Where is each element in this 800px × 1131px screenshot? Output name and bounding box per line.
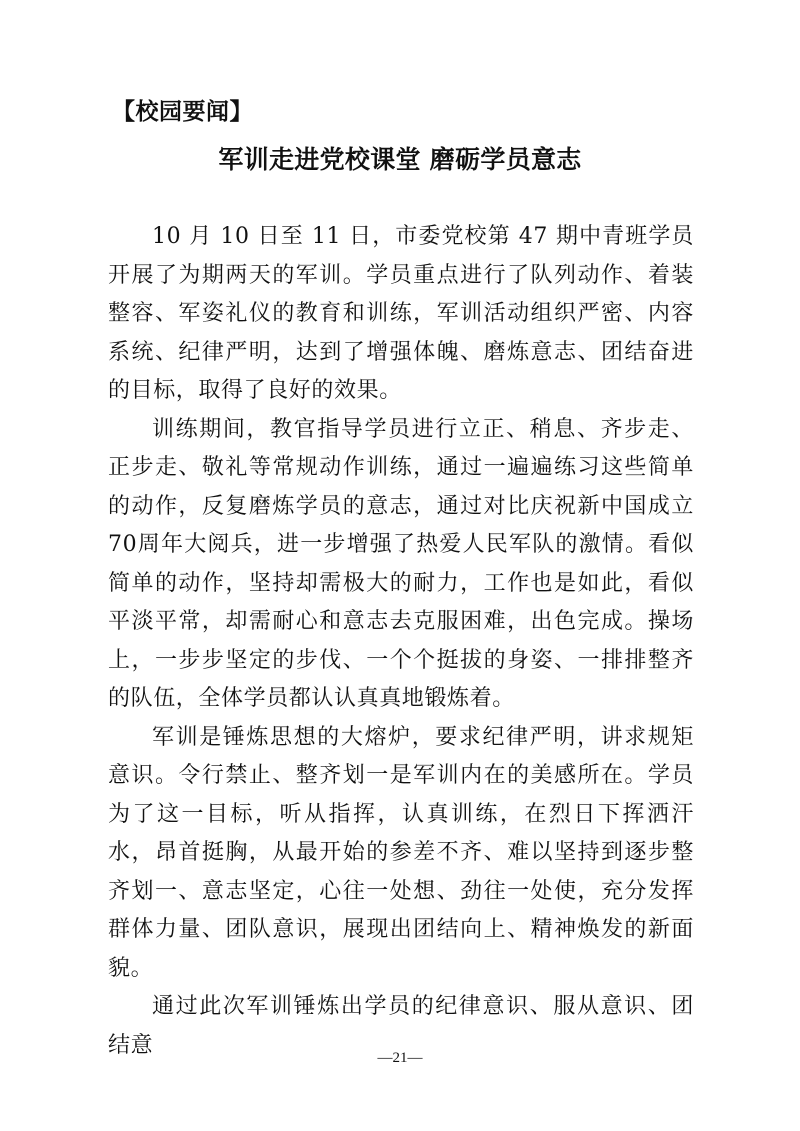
page-number: —21— [377,1050,423,1066]
paragraph-1: 10 月 10 日至 11 日，市委党校第 47 期中青班学员开展了为期两天的军训。学员重点进行了队列动作、着装整容、军姿礼仪的教育和训练，军训活动组织严密、内容系统、纪律严明，达到了增强体魄、磨炼意志、团结奋进的目标，取得了良好的效果。 [108,224,694,403]
paragraph-4: 通过此次军训锤炼出学员的纪律意识、服从意识、团结意 [108,994,694,1058]
article-body [108,218,694,1065]
paragraph-2: 训练期间，教官指导学员进行立正、稍息、齐步走、正步走、敬礼等常规动作训练，通过一遍遍练习这些简单的动作，反复磨炼学员的意志，通过对比庆祝新中国成立70周年大阅兵，进一步增强了热爱人民军队的激情。看似简单的动作，坚持却需极大的耐力，工作也是如此，看似平淡平常，却需耐心和意志去克服困难，出色完成。操场上，一步步坚定的步伐、一个个挺拔的身姿、一排排整齐的队伍，全体学员都认认真真地锻炼着。 [108,416,694,711]
section-tag: 【校园要闻】 [112,99,253,125]
paragraph-3: 军训是锤炼思想的大熔炉，要求纪律严明，讲求规矩意识。令行禁止、整齐划一是军训内在的美感所在。学员为了这一目标，听从指挥，认真训练，在烈日下挥洒汗水，昂首挺胸，从最开始的参差不齐、难以坚持到逐步整齐划一、意志坚定，心往一处想、劲往一处使，充分发挥群体力量、团队意识，展现出团结向上、精神焕发的新面貌。 [108,724,694,981]
article-title: 军训走进党校课堂 磨砺学员意志 [218,145,582,174]
